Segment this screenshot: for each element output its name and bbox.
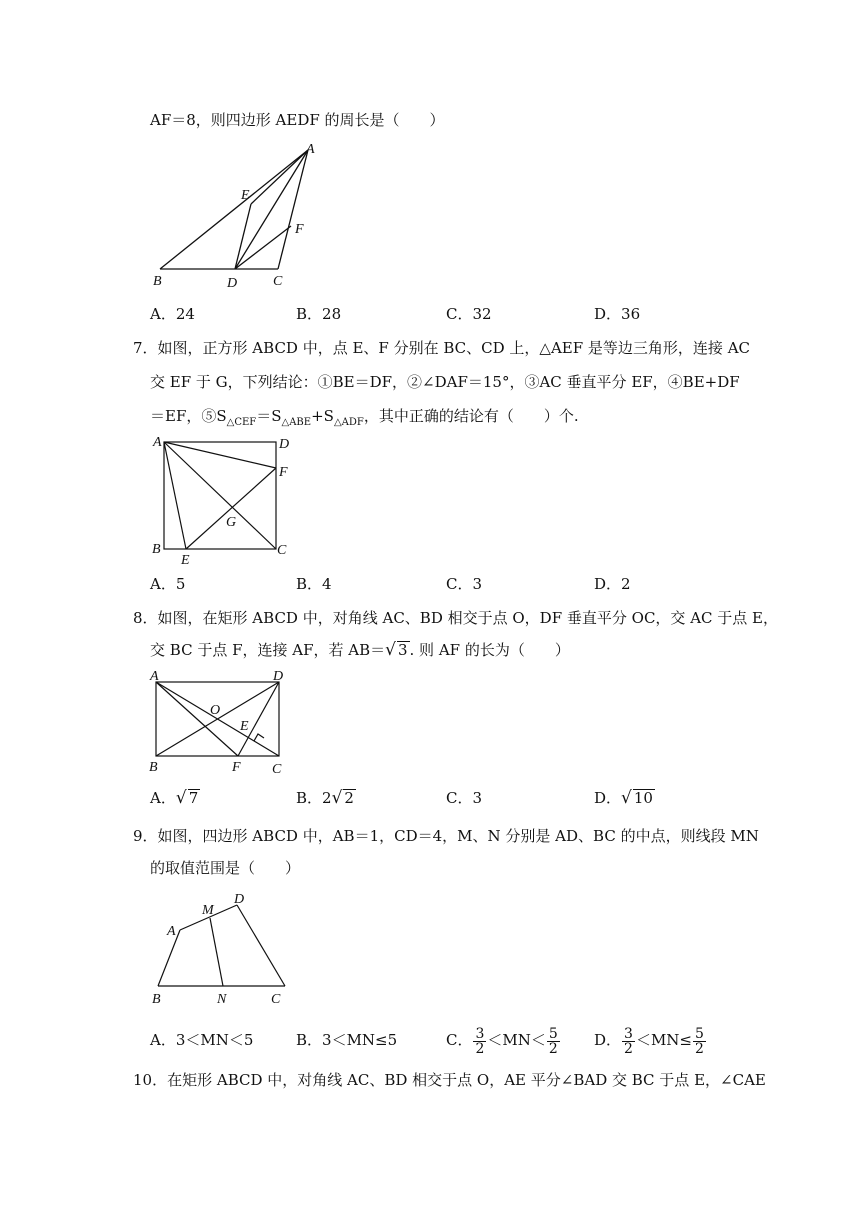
q7-option-d: D．2 xyxy=(594,575,631,593)
q6-figure xyxy=(150,142,330,292)
q9-label-D: D xyxy=(234,892,245,907)
q9-label-A: A xyxy=(167,924,176,939)
q7-option-b: B．4 xyxy=(296,575,332,593)
q6-stem-tail: AF＝8，则四边形 AEDF 的周长是（ ） xyxy=(150,111,445,129)
q8-option-a: A．√ 7 xyxy=(150,788,199,808)
q9-line-2: 的取值范围是（ ） xyxy=(150,859,301,877)
q8-label-C: C xyxy=(272,762,282,777)
q8-option-b: B．2√ 2 xyxy=(296,788,354,808)
q9-figure xyxy=(148,888,308,1018)
q7-label-E: E xyxy=(181,553,190,568)
q8-label-F: F xyxy=(232,760,241,775)
q9-option-a: A．3＜MN＜5 xyxy=(150,1031,254,1049)
q6-label-D: D xyxy=(227,276,238,291)
q10-line-1: 10．在矩形 ABCD 中，对角线 AC、BD 相交于点 O，AE 平分∠BAD 交 BC 于点 E，∠CAE xyxy=(133,1071,766,1089)
q6-option-b: B．28 xyxy=(296,305,342,323)
q8-option-c: C．3 xyxy=(446,789,483,807)
q9-option-c: C． $\frac{3}{2}$ ＜MN＜ $\frac{5}{2}$ xyxy=(446,1025,558,1057)
q8-line-2: 交 BC 于点 F，连接 AF，若 AB＝√ 3 . 则 AF 的长为（ ） xyxy=(150,640,570,660)
q7-label-F: F xyxy=(279,465,288,480)
q6-label-E: E xyxy=(241,188,250,203)
q7-option-a: A．5 xyxy=(150,575,186,593)
q7-line-1: 7．如图，正方形 ABCD 中，点 E、F 分别在 BC、CD 上，△AEF 是等边三角形，连接 AC xyxy=(133,339,751,357)
q7-label-G: G xyxy=(226,515,237,530)
q9-label-M: M xyxy=(202,903,214,918)
q9-label-N: N xyxy=(217,992,227,1007)
q8-label-A: A xyxy=(150,669,159,684)
q9-option-b: B．3＜MN≤5 xyxy=(296,1031,398,1049)
q7-line-2: 交 EF 于 G，下列结论：①BE＝DF，②∠DAF＝15°，③AC 垂直平分 EF，④BE+DF xyxy=(150,373,740,391)
q9-label-B: B xyxy=(152,992,161,1007)
q8-label-O: O xyxy=(210,703,221,718)
q8-option-d: D．√ 10 xyxy=(594,788,653,808)
q7-label-C: C xyxy=(277,543,287,558)
q6-label-F: F xyxy=(295,222,304,237)
q7-line-3: ＝EF，$⑤S_{\triangle CEF}=S_{\triangle ABE}+S_{\triangle ADF}$，其中正确的结论有（ ）个. xyxy=(150,407,579,428)
q9-line-1: 9．如图，四边形 ABCD 中，AB＝1，CD＝4，M、N 分别是 AD、BC 的中点，则线段 MN xyxy=(133,827,759,845)
q6-label-B: B xyxy=(153,274,162,289)
q8-label-E: E xyxy=(240,719,249,734)
q6-option-c: C．32 xyxy=(446,305,492,323)
q9-option-d: D． $\frac{3}{2}$ ＜MN≤ $\frac{5}{2}$ xyxy=(594,1025,704,1057)
q8-figure xyxy=(146,668,306,778)
q6-option-a: A．24 xyxy=(150,305,195,323)
q8-label-B: B xyxy=(149,760,158,775)
q6-option-d: D．36 xyxy=(594,305,641,323)
q7-label-B: B xyxy=(152,542,161,557)
q8-line-1: 8．如图，在矩形 ABCD 中，对角线 AC、BD 相交于点 O，DF 垂直平分 OC，交 AC 于点 E， xyxy=(133,609,778,627)
q7-option-c: C．3 xyxy=(446,575,483,593)
q6-label-A: A xyxy=(306,142,315,157)
q7-figure xyxy=(148,432,308,572)
q7-label-D: D xyxy=(279,437,290,452)
q8-label-D: D xyxy=(273,669,284,684)
q6-label-C: C xyxy=(273,274,283,289)
q9-label-C: C xyxy=(271,992,281,1007)
q7-label-A: A xyxy=(153,435,162,450)
